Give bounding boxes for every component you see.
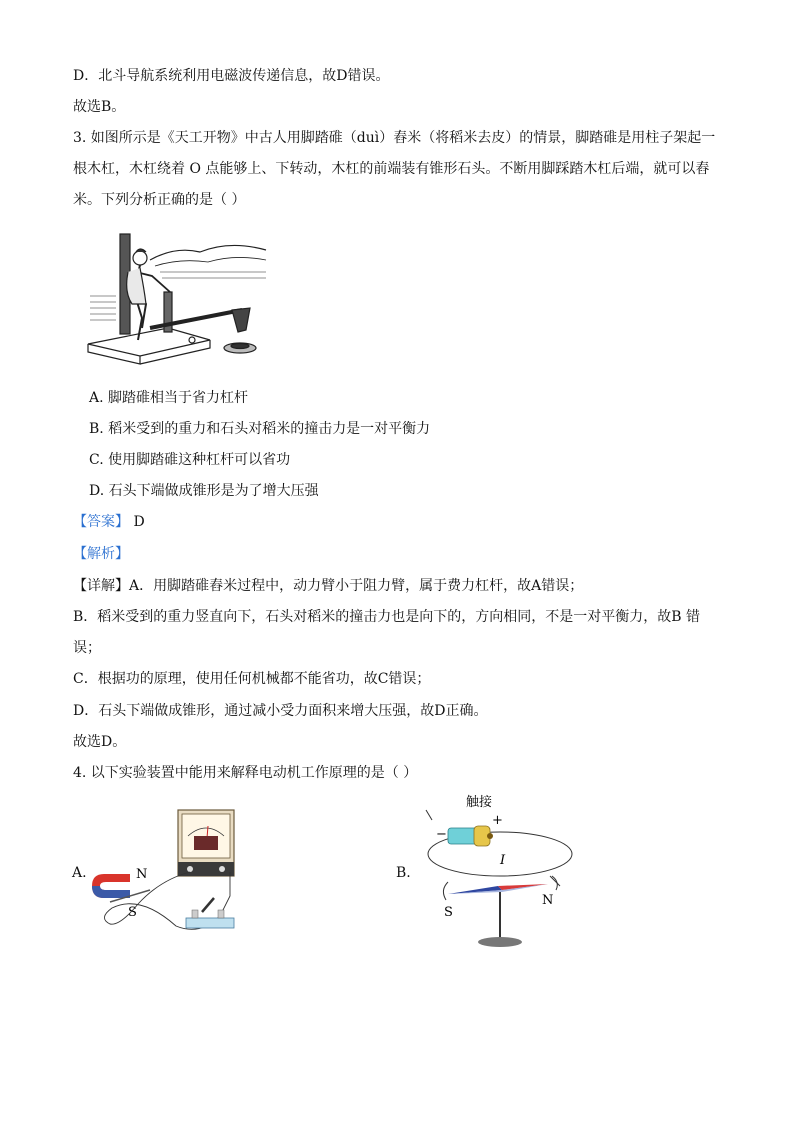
rotation-arrow-icon xyxy=(443,882,448,900)
answer-label: 【答案】 xyxy=(73,514,129,530)
detail-b-cont: 误； xyxy=(73,640,101,656)
magnet-s-label: S xyxy=(128,905,137,920)
text-line: 故选B。 xyxy=(73,99,126,115)
detail-c: C．根据功的原理，使用任何机械都不能省功，故C错误； xyxy=(73,671,431,687)
option-b: B. 稻米受到的重力和石头对稻米的撞击力是一对平衡力 xyxy=(89,421,431,437)
needle-red xyxy=(498,884,548,890)
question-3-text: 米。下列分析正确的是（ ） xyxy=(73,192,246,208)
option-c: C. 使用脚踏碓这种杠杆可以省功 xyxy=(89,452,291,468)
galvanometer-icon xyxy=(178,810,234,876)
current-label: I xyxy=(500,853,506,868)
analysis-line xyxy=(73,544,129,564)
text-line: D．北斗导航系统利用电磁波传递信息，故D错误。 xyxy=(73,68,390,84)
detail-d: D．石头下端做成锥形，通过减小受力面积来增大压强，故D正确。 xyxy=(73,703,488,719)
compass-needle-icon xyxy=(448,884,548,894)
question-4-text: 4. 以下实验装置中能用来解释电动机工作原理的是（ ） xyxy=(73,765,418,781)
detail-b: B．稻米受到的重力竖直向下，石头对稻米的撞击力也是向下的，方向相同，不是一对平衡力，故B 错 xyxy=(73,609,701,625)
arrow-icon xyxy=(550,876,560,886)
needle-s-label: S xyxy=(444,905,453,920)
magnet-n-label: N xyxy=(136,867,148,882)
question-3-text: 3. 如图所示是《天工开物》中古人用脚踏碓（duì）舂米（将稻米去皮）的情景，脚踏碓是用柱子架起一 xyxy=(73,130,716,146)
answer-value: D xyxy=(133,514,145,530)
analysis-label: 【解析】 xyxy=(73,546,129,562)
final-choice: 故选D。 xyxy=(73,734,127,750)
detail-line xyxy=(73,576,583,596)
needle-n-label: N xyxy=(542,893,554,908)
figure-a-label: A. xyxy=(72,865,87,881)
detail-label: 【详解】 xyxy=(73,578,129,594)
touch-label: 触接 xyxy=(466,795,493,810)
horseshoe-magnet-icon xyxy=(92,874,130,898)
option-a: A. 脚踏碓相当于省力杠杆 xyxy=(89,390,249,406)
arrow-icon xyxy=(426,810,432,820)
magnet-blue-half xyxy=(92,886,130,898)
answer-line xyxy=(73,512,145,532)
figure-b-label: B. xyxy=(396,865,411,881)
oersted-experiment-figure xyxy=(418,790,588,950)
battery-plus: + xyxy=(492,813,503,828)
battery-minus: − xyxy=(436,827,447,842)
detail-a: A．用脚踏碓舂米过程中，动力臂小于阻力臂，属于费力杠杆，故A错误； xyxy=(129,578,584,594)
question-3-text: 根木杠，木杠绕着 O 点能够上、下转动，木杠的前端装有锥形石头。不断用脚踩踏木杠后端，就可以舂 xyxy=(73,161,710,177)
option-d: D. 石头下端做成锥形是为了增大压强 xyxy=(89,483,319,499)
galvanometer-magnet-figure xyxy=(90,806,250,946)
battery-icon xyxy=(448,826,493,846)
pedal-pestle-illustration xyxy=(80,232,270,374)
